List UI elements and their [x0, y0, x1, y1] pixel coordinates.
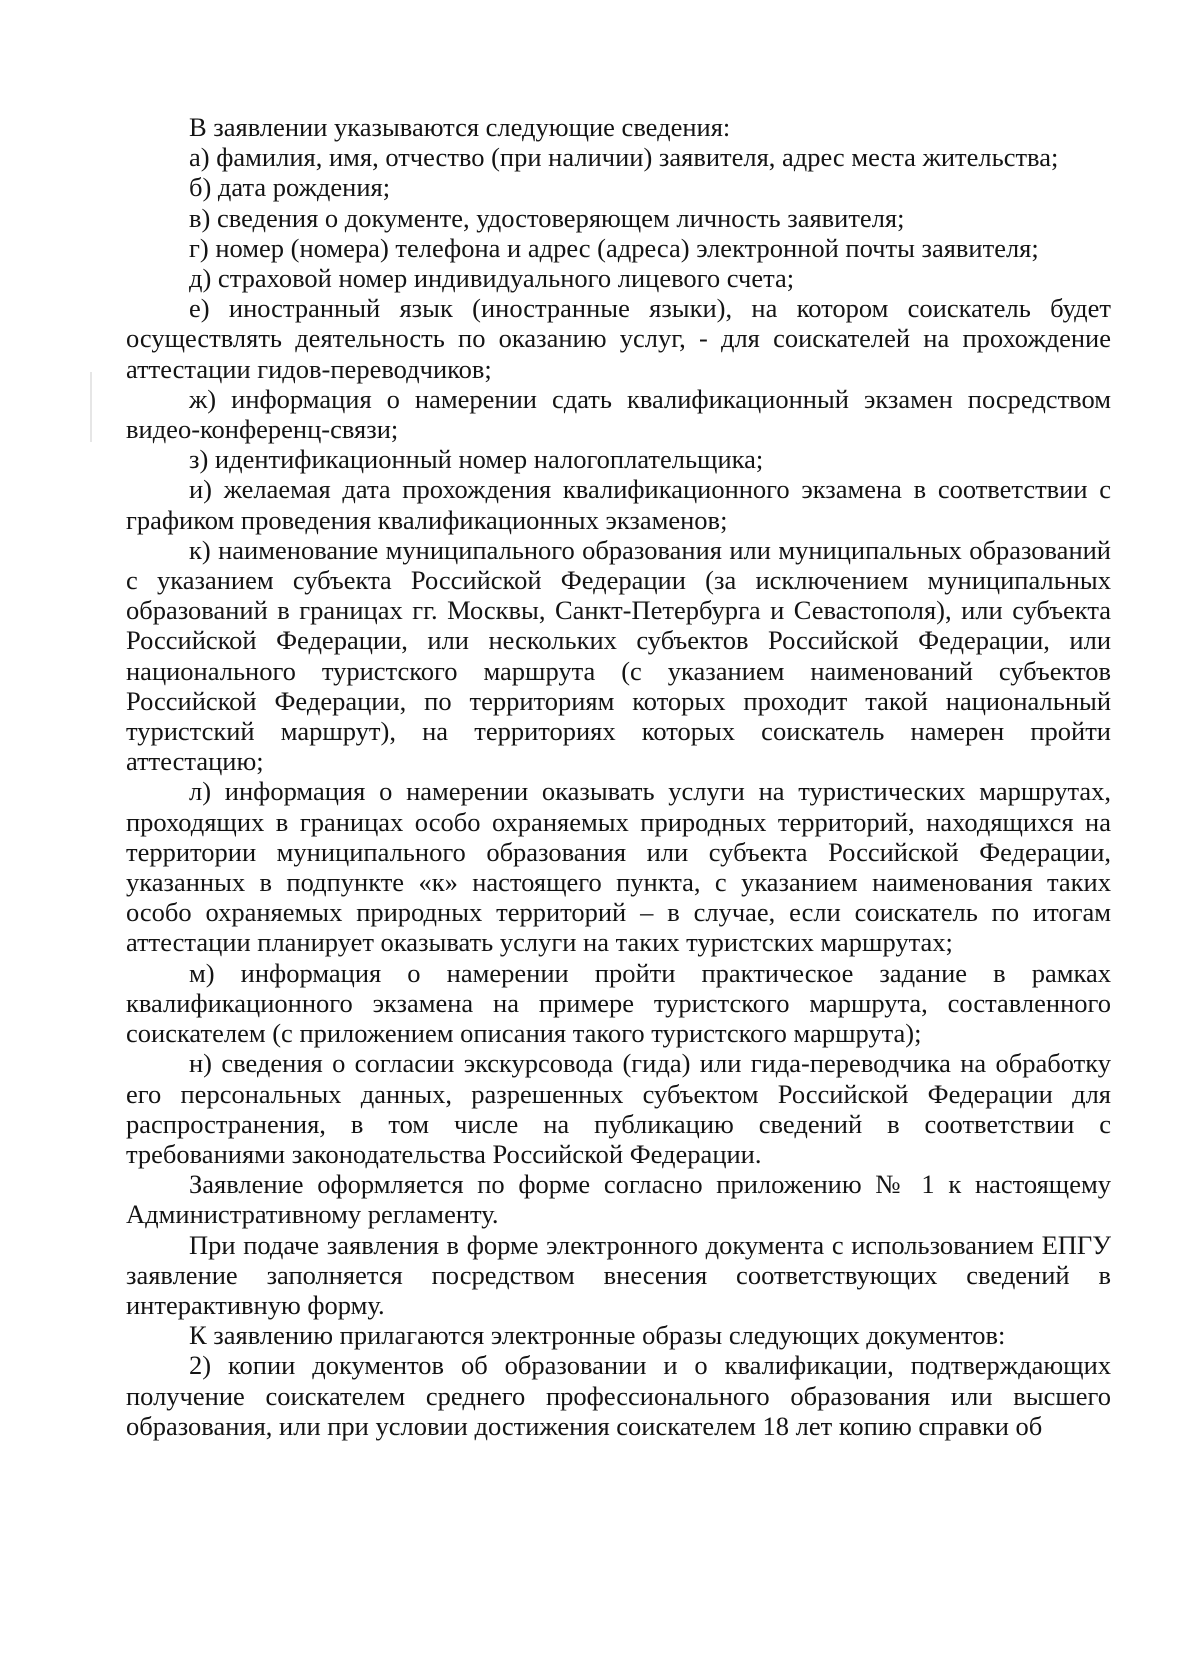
paragraph-item-g: г) номер (номера) телефона и адрес (адреса) электронной почты заявителя;: [189, 232, 1039, 263]
paragraph-item-b: б) дата рождения;: [189, 172, 391, 203]
paragraph-attachments-intro: К заявлению прилагаются электронные образы следующих документов:: [189, 1320, 1006, 1351]
paragraph-epgu-note: При подаче заявления в форме электронного документа с использованием ЕПГУ заявление заполняется посредством внесения соответствующих сведений в интерактивную форму.: [126, 1229, 1111, 1320]
paragraph-item-z: з) идентификационный номер налогоплательщика;: [189, 444, 764, 475]
paragraph-item-l: л) информация о намерении оказывать услуги на туристических маршрутах, проходящих в границах особо охраняемых природных территорий, находящихся на территории муниципального образования или субъекта Российской Федерации, указанных в подпункте «к» настоящего пункта, с указанием наименования таких особо охраняемых природных территорий – в случае, если соискатель по итогам аттестации планирует оказывать услуги на таких туристских маршрутах;: [126, 776, 1111, 958]
paragraph-item-d: д) страховой номер индивидуального лицевого счета;: [189, 263, 795, 294]
scan-artifact: [90, 372, 92, 442]
paragraph-item-n: н) сведения о согласии экскурсовода (гида) или гида-переводчика на обработку его персональных данных, разрешенных субъектом Российской Федерации для распространения, в том числе на публикацию сведений в соответствии с требованиями законодательства Российской Федерации.: [126, 1048, 1111, 1169]
paragraph-item-e: е) иностранный язык (иностранные языки), на котором соискатель будет осуществлять деятельность по оказанию услуг, - для соискателей на прохождение аттестации гидов-переводчиков;: [126, 293, 1111, 384]
document-body: [126, 112, 1111, 1441]
paragraph-attachment-2: 2) копии документов об образовании и о квалификации, подтверждающих получение соискателем среднего профессионального образования или высшего образования, или при условии достижения соискателем 18 лет копию справки об: [126, 1350, 1111, 1441]
paragraph-intro: В заявлении указываются следующие сведения:: [189, 112, 731, 142]
paragraph-item-a: а) фамилия, имя, отчество (при наличии) заявителя, адрес места жительства;: [189, 142, 1059, 173]
paragraph-item-k: к) наименование муниципального образования или муниципальных образований с указанием субъекта Российской Федерации (за исключением муниципальных образований в границах гг. Москвы, Санкт-Петербурга и Севастополя), или субъекта Российской Федерации, или нескольких субъектов Российской Федерации, или национального туристского маршрута (с указанием наименований субъектов Российской Федерации, по территориям которых проходит такой национальный туристский маршрут), на территориях которых соискатель намерен пройти аттестацию;: [126, 534, 1111, 777]
paragraph-form-note: Заявление оформляется по форме согласно приложению № 1 к настоящему Административному регламенту.: [126, 1169, 1111, 1230]
paragraph-item-zh: ж) информация о намерении сдать квалификационный экзамен посредством видео-конференц-связи;: [126, 383, 1111, 445]
paragraph-item-i: и) желаемая дата прохождения квалификационного экзамена в соответствии с графиком проведения квалификационных экзаменов;: [126, 474, 1111, 535]
paragraph-item-v: в) сведения о документе, удостоверяющем личность заявителя;: [189, 202, 905, 233]
paragraph-item-m: м) информация о намерении пройти практическое задание в рамках квалификационного экзамена на примере туристского маршрута, составленного соискателем (с приложением описания такого туристского маршрута);: [126, 957, 1111, 1049]
